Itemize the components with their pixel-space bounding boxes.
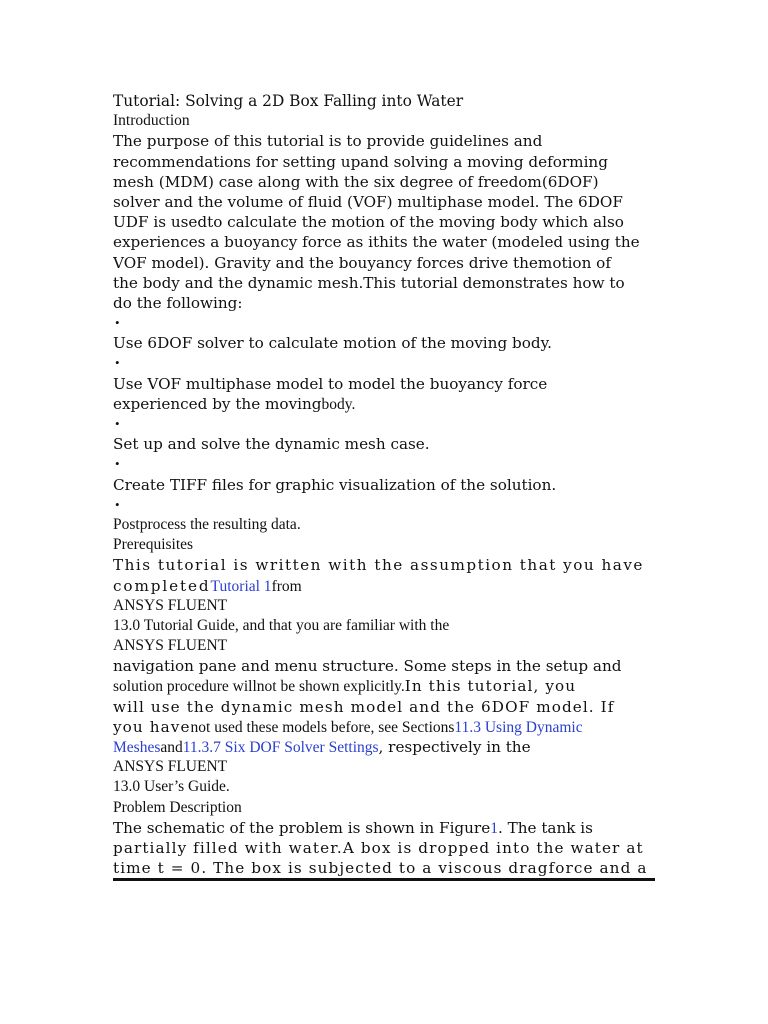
problem-text: . The tank is	[497, 818, 593, 837]
problem-description-heading: Problem Description	[113, 798, 242, 816]
intro-line: recommendations for setting upand solving a moving deforming	[113, 152, 608, 171]
intro-line: experiences a buoyancy force as ithits the water (modeled using the	[113, 233, 640, 252]
bullet-marker: •	[115, 456, 120, 472]
list-item: Use 6DOF solver to calculate motion of the moving body.	[113, 334, 552, 353]
figure-1-link[interactable]: 1	[490, 819, 498, 837]
horizontal-rule	[113, 878, 655, 881]
prereq-line	[113, 737, 673, 757]
prereq-line	[113, 576, 673, 596]
six-dof-solver-settings-link[interactable]: 11.3.7 Six DOF Solver Settings	[182, 739, 379, 756]
tutorial-1-link[interactable]: Tutorial 1	[210, 577, 272, 595]
bullet-marker: •	[115, 496, 120, 512]
dynamic-meshes-link[interactable]: 11.3 Using Dynamic	[454, 718, 583, 736]
intro-line: VOF model). Gravity and the bouyancy forces drive themotion of	[113, 253, 611, 272]
intro-line: mesh (MDM) case along with the six degree of freedom(6DOF)	[113, 172, 599, 191]
list-item: Postprocess the resulting data.	[113, 515, 301, 533]
prereq-text: completed	[113, 576, 211, 595]
prereq-text: , respectively in the	[378, 738, 531, 756]
prereq-line	[113, 676, 673, 696]
bullet-marker: •	[115, 315, 120, 331]
prereq-line: 13.0 User’s Guide.	[113, 778, 230, 796]
prereq-text: from	[271, 577, 302, 595]
dynamic-meshes-link[interactable]: Meshes	[113, 739, 161, 756]
prereq-line: navigation pane and menu structure. Some steps in the setup and	[113, 657, 622, 676]
prereq-line: ANSYS FLUENT	[113, 637, 228, 655]
prereq-text: and	[160, 739, 183, 756]
list-item: Use VOF multiphase model to model the buoyancy force	[113, 374, 548, 393]
document-body	[113, 91, 673, 878]
bullet-marker: •	[115, 355, 120, 371]
list-item-text: experienced by the moving	[113, 394, 322, 413]
prereq-text: you have	[113, 717, 191, 736]
prereq-line: ANSYS FLUENT	[113, 596, 228, 614]
prereq-line: 13.0 Tutorial Guide, and that you are familiar with the	[113, 616, 450, 634]
prereq-line: will use the dynamic mesh model and the 6DOF model. If	[113, 697, 615, 716]
prereq-text: In this tutorial, you	[404, 677, 577, 696]
prereq-line: This tutorial is written with the assumption that you have	[113, 556, 644, 575]
intro-line: The purpose of this tutorial is to provide guidelines and	[113, 132, 543, 151]
list-item-text: body.	[321, 395, 356, 413]
intro-heading: Introduction	[113, 112, 190, 130]
problem-line	[113, 818, 673, 838]
problem-line: time t = 0. The box is subjected to a viscous dragforce and a	[113, 859, 648, 878]
intro-line: do the following:	[113, 293, 243, 312]
list-item: Create TIFF files for graphic visualization of the solution.	[113, 475, 557, 494]
problem-line: partially filled with water.A box is dropped into the water at	[113, 838, 644, 857]
intro-line: UDF is usedto calculate the motion of the moving body which also	[113, 213, 624, 232]
prereq-line: ANSYS FLUENT	[113, 758, 228, 776]
intro-line: solver and the volume of fluid (VOF) multiphase model. The 6DOF	[113, 192, 623, 211]
list-item-continued	[113, 394, 673, 414]
problem-text: The schematic of the problem is shown in Figure	[113, 818, 491, 837]
bullet-marker: •	[115, 416, 120, 431]
prerequisites-heading: Prerequisites	[113, 536, 194, 554]
intro-line: the body and the dynamic mesh.This tutorial demonstrates how to	[113, 273, 625, 292]
prereq-text: solution procedure willnot be shown explicitly.	[113, 678, 405, 696]
prereq-text: not used these models before, see Sections	[190, 718, 455, 736]
list-item: Set up and solve the dynamic mesh case.	[113, 435, 430, 454]
prereq-line	[113, 717, 673, 737]
document-title: Tutorial: Solving a 2D Box Falling into Water	[113, 92, 464, 110]
